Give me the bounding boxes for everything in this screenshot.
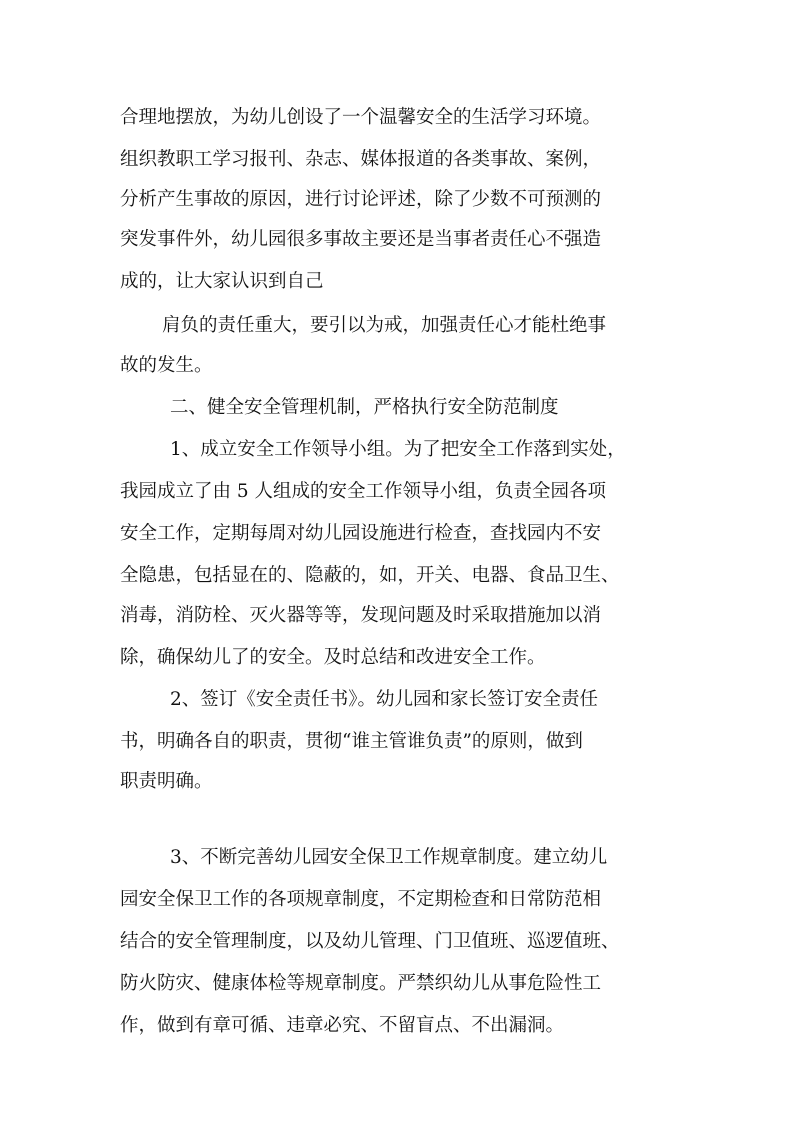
text-line-12: 全隐患，包括显在的、隐蔽的，如，开关、电器、食品卫生、 — [120, 565, 620, 586]
text-line-10: 我园成立了由 5 人组成的安全工作领导小组，负责全园各项 — [120, 481, 607, 502]
text-line-21: 防火防灾、健康体检等规章制度。严禁织幼儿从事危险性工 — [120, 973, 602, 994]
text-line-9: 1、成立安全工作领导小组。为了把安全工作落到实处， — [170, 439, 626, 460]
text-line-1: 合理地摆放，为幼儿创设了一个温馨安全的生活学习环境。 — [120, 107, 602, 128]
text-line-4: 突发事件外，幼儿园很多事故主要还是当事者责任心不强造 — [120, 229, 602, 250]
text-line-20: 结合的安全管理制度，以及幼儿管理、门卫值班、巡逻值班、 — [120, 931, 620, 952]
text-line-17: 职责明确。 — [120, 771, 213, 792]
text-line-7: 故的发生。 — [120, 355, 213, 376]
text-line-2: 组织教职工学习报刊、杂志、媒体报道的各类事故、案例， — [120, 149, 602, 170]
text-line-15: 2、签订《安全责任书》。幼儿园和家长签订安全责任 — [170, 689, 599, 710]
text-line-18: 3、不断完善幼儿园安全保卫工作规章制度。建立幼儿 — [170, 847, 608, 868]
text-line-22: 作，做到有章可循、违章必究、不留盲点、不出漏洞。 — [120, 1015, 565, 1036]
text-line-14: 除，确保幼儿了的安全。及时总结和改进安全工作。 — [120, 647, 546, 668]
text-line-19: 园安全保卫工作的各项规章制度，不定期检查和日常防范相 — [120, 889, 602, 910]
text-line-13: 消毒，消防栓、灭火器等等，发现问题及时采取措施加以消 — [120, 605, 602, 626]
text-line-5: 成的，让大家认识到自己 — [120, 271, 324, 292]
text-line-6: 肩负的责任重大，要引以为戒，加强责任心才能杜绝事 — [162, 315, 607, 336]
section-heading: 二、健全安全管理机制，严格执行安全防范制度 — [170, 397, 559, 418]
text-line-16: 书，明确各自的职责，贯彻“谁主管谁负责”的原则，做到 — [120, 731, 583, 752]
text-line-3: 分析产生事故的原因，进行讨论评述，除了少数不可预测的 — [120, 189, 602, 210]
text-line-11: 安全工作，定期每周对幼儿园设施进行检查，查找园内不安 — [120, 523, 602, 544]
